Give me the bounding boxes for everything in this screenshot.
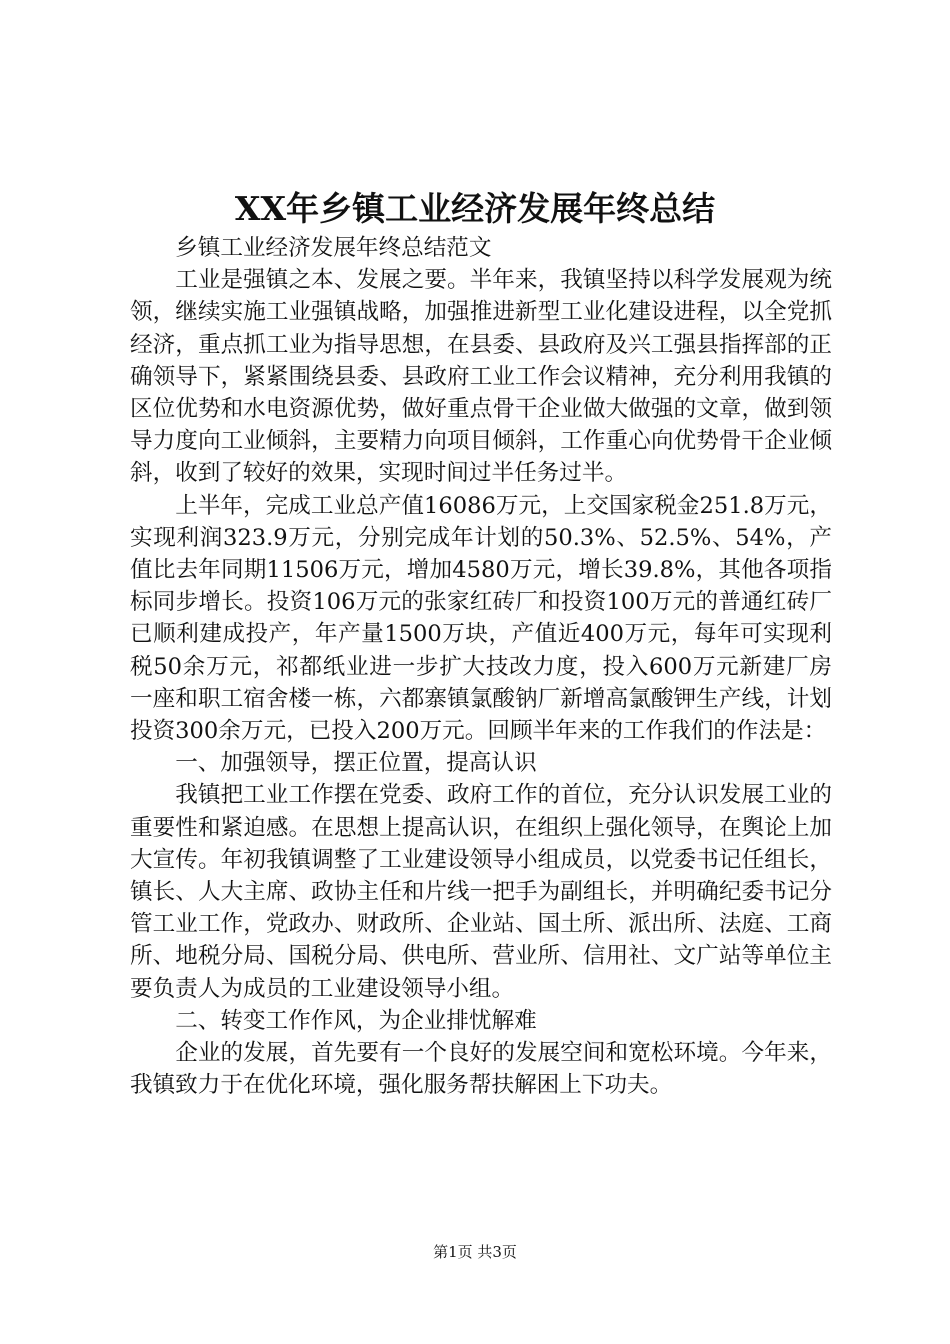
section-heading-2: 二、转变工作作风，为企业排忧解难 [175, 1007, 537, 1034]
section-1-paragraph: 我镇把工业工作摆在党委、政府工作的首位，充分认识发展工业的重要性和紧迫感。在思想上提高认识，在组织上强化领导，在舆论上加大宣传。年初我镇调整了工业建设领导小组成员，以党委书记任组长，镇长、人大主席、政协主任和片线一把手为副组长，并明确纪委书记分管工业工作，党政办、财政所、企业站、国土所、派出所、法庭、工商所、地税分局、国税分局、供电所、营业所、信用社、文广站等单位主要负责人为成员的工业建设领导小组。 [130, 782, 832, 1002]
page-number: 第1页 共3页 [433, 1243, 517, 1261]
intro-paragraph: 工业是强镇之本、发展之要。半年来，我镇坚持以科学发展观为统领，继续实施工业强镇战略，加强推进新型工业化建设进程，以全党抓经济，重点抓工业为指导思想，在县委、县政府及兴工强县指挥部的正确领导下，紧紧围绕县委、县政府工业工作会议精神，充分利用我镇的区位优势和水电资源优势，做好重点骨干企业做大做强的文章，做到领导力度向工业倾斜，主要精力向项目倾斜，工作重心向优势骨干企业倾斜，收到了较好的效果，实现时间过半任务过半。 [130, 267, 832, 487]
results-paragraph: 上半年，完成工业总产值16086万元，上交国家税金251.8万元，实现利润323.9万元，分别完成年计划的50.3%、52.5%、54%，产值比去年同期11506万元，增加4580万元，增长39.8%，其他各项指标同步增长。投资106万元的张家红砖厂和投资100万元的普通红砖厂已顺利建成投产，年产量1500万块，产值近400万元，每年可实现利税50余万元，祁都纸业进一步扩大技改力度，投入600万元新建厂房一座和职工宿舍楼一栋，六都寨镇氯酸钠厂新增高氯酸钾生产线，计划投资300余万元，已投入200万元。回顾半年来的工作我们的作法是： [130, 492, 832, 745]
document-title: XX年乡镇工业经济发展年终总结 [234, 189, 716, 228]
subtitle-paragraph: 乡镇工业经济发展年终总结范文 [175, 235, 492, 261]
section-heading-1: 一、加强领导，摆正位置，提高认识 [175, 750, 537, 777]
document-body [130, 232, 832, 1101]
section-2-paragraph: 企业的发展，首先要有一个良好的发展空间和宽松环境。今年来，我镇致力于在优化环境，强化服务帮扶解困上下功夫。 [130, 1040, 832, 1099]
